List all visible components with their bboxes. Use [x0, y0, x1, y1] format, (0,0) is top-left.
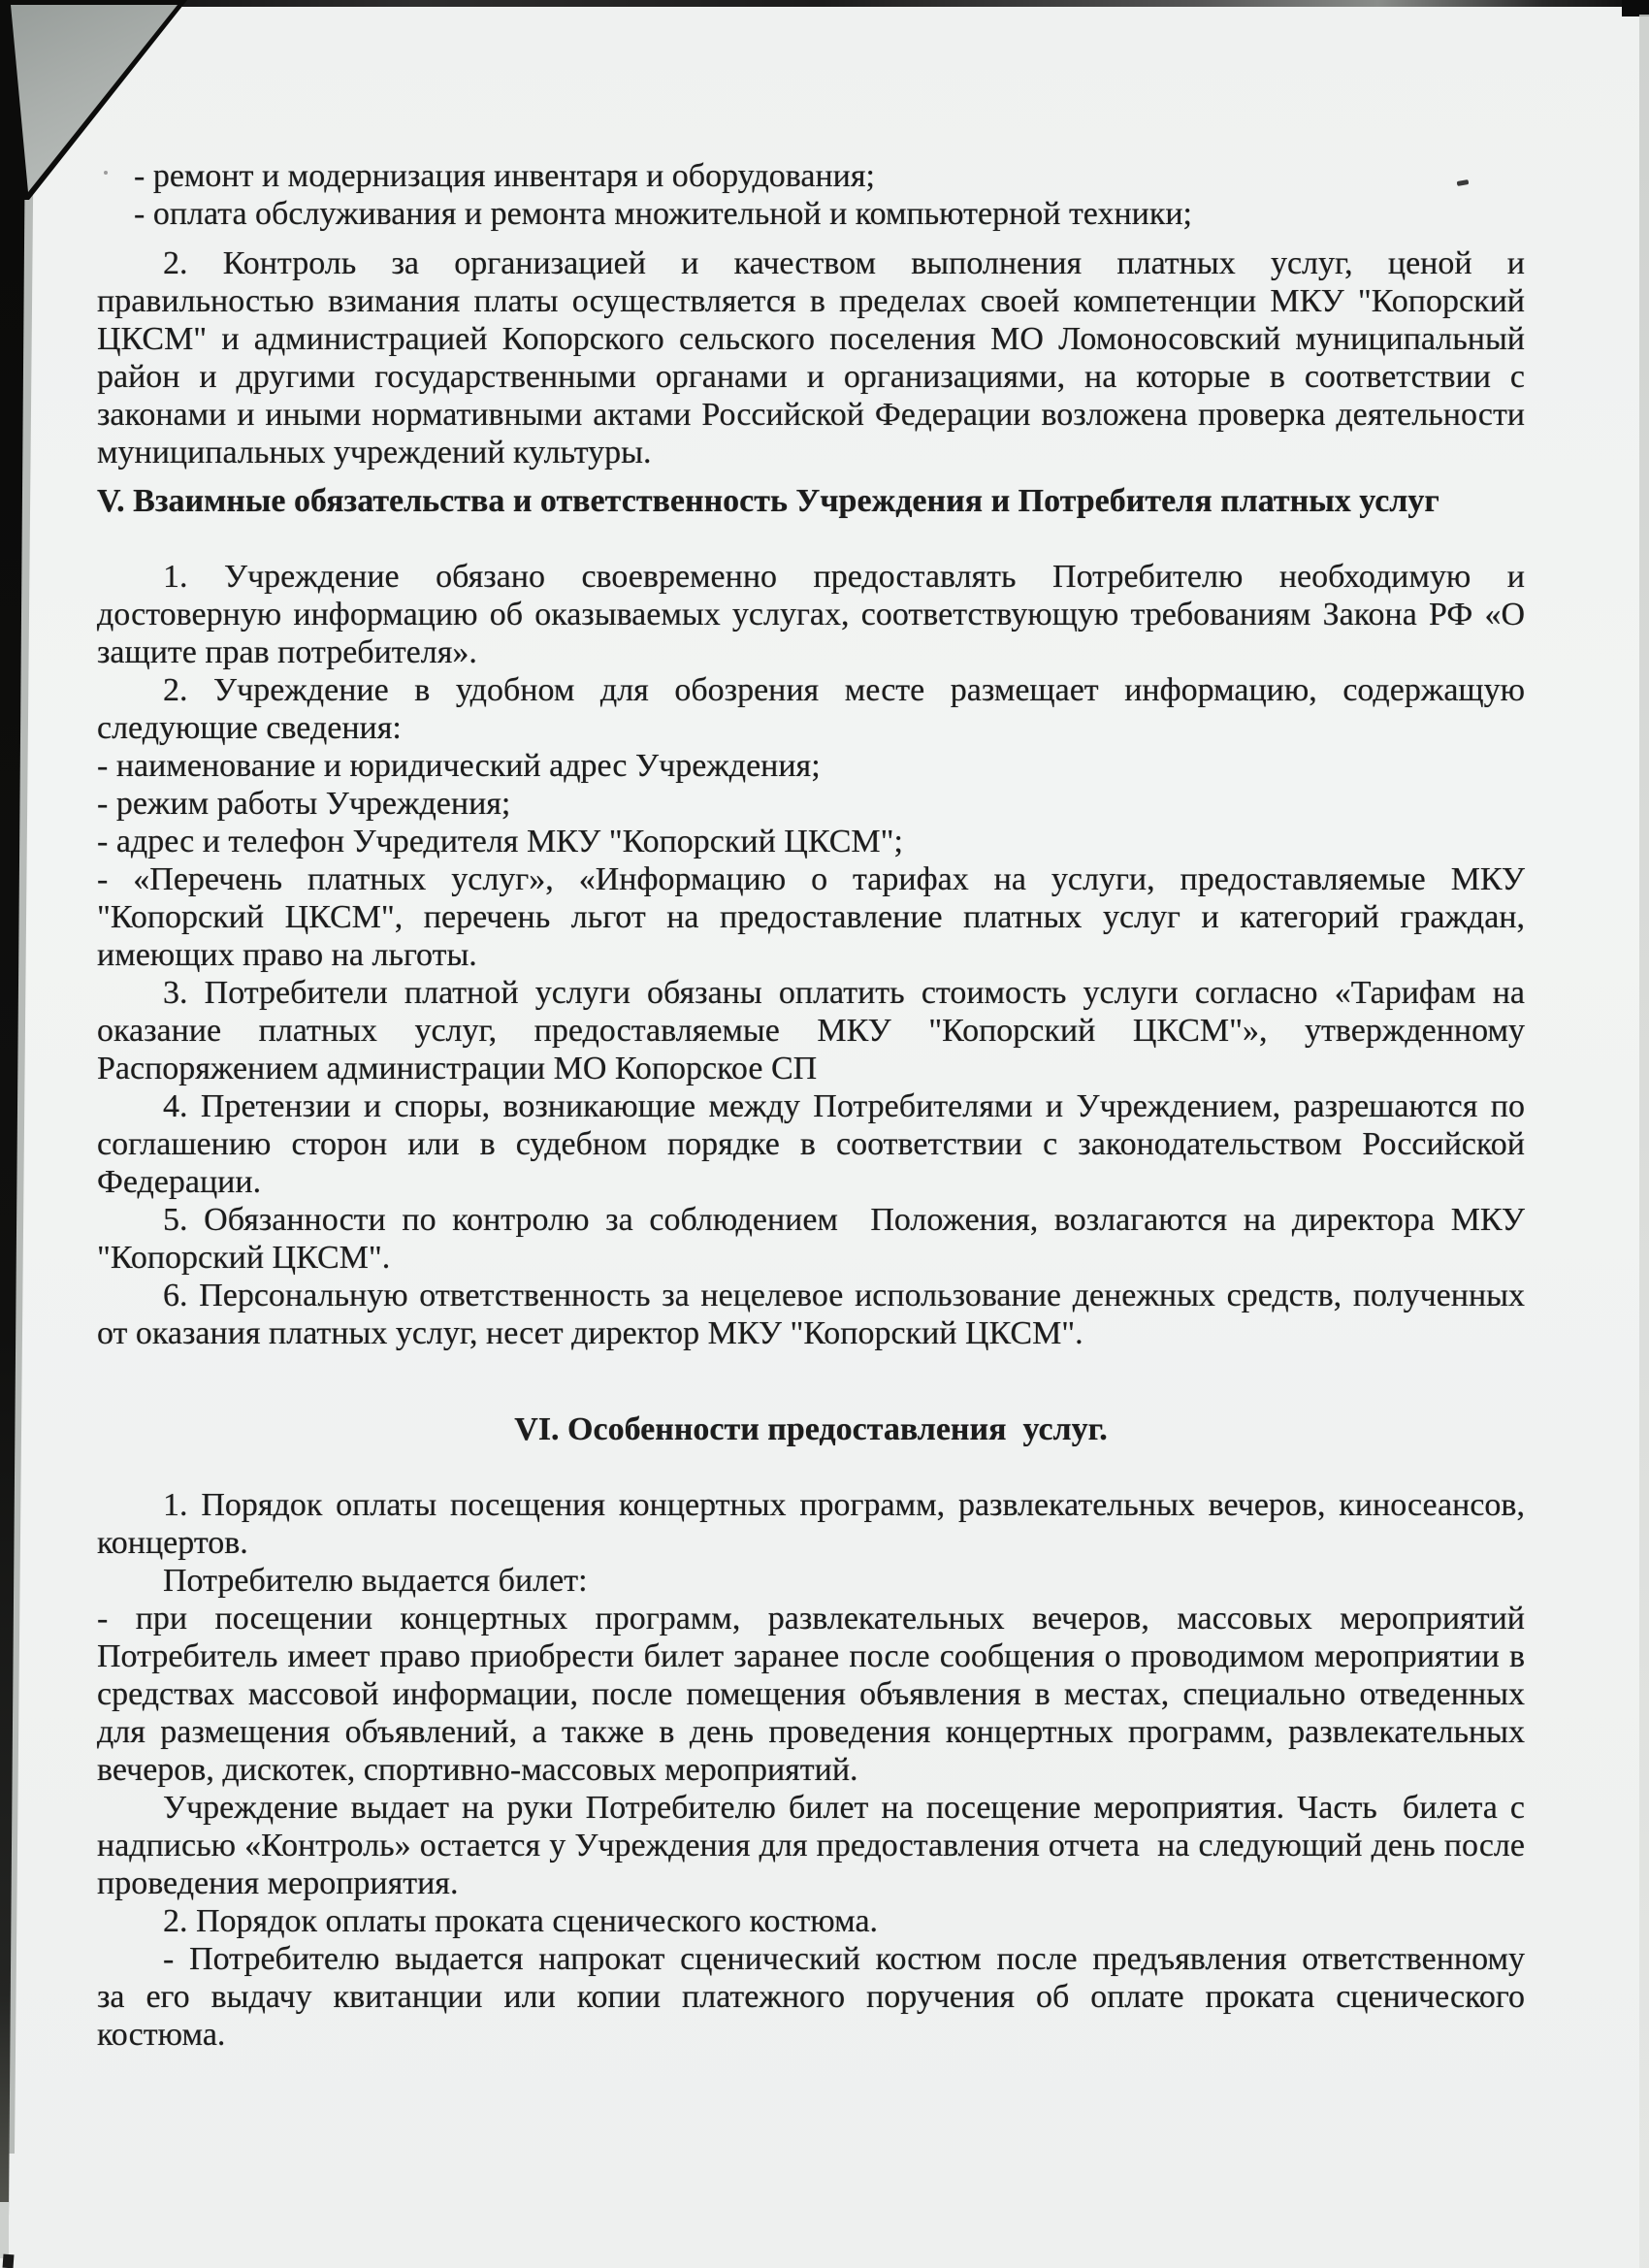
text-line: Потребитель имеет право приобрести билет заранее после сообщения о проводимом мероприятии в [97, 1638, 1525, 1674]
text-line: 4. Претензии и споры, возникающие между Потребителями и Учреждением, разрешаются по [163, 1088, 1525, 1124]
paragraph-vi-ticket [97, 1789, 1525, 1902]
text-line: район и другими государственными органами и организациями, на которые в соответствии с [97, 359, 1525, 395]
section-heading-v-text: V. Взаимные обязательства и ответственность Учреждения и Потребителя платных услуг [97, 483, 1439, 519]
text-line: проведения мероприятия. [97, 1865, 459, 1901]
text-line: законами и иными нормативными актами Российской Федерации возложена проверка деятельности [97, 397, 1525, 433]
text-line: Федерации. [97, 1164, 262, 1200]
text-line: - ремонт и модернизация инвентаря и оборудования; [134, 158, 875, 194]
scan-artifact-right-edge [1639, 15, 1649, 2268]
document-text [97, 157, 1525, 2054]
text-line: - Потребителю выдается напрокат сценический костюм после предъявления ответственному [163, 1941, 1525, 1977]
paragraph-control [97, 244, 1525, 471]
text-line: муниципальных учреждений культуры. [97, 435, 652, 470]
text-line: средствах массовой информации, после помещения объявления в местах, специально отведенных [97, 1676, 1525, 1712]
paragraph-vi-1 [97, 1486, 1525, 1789]
paragraph-v-2 [97, 671, 1525, 974]
section-heading-vi [97, 1410, 1525, 1448]
text-line: "Копорский ЦКСМ", перечень льгот на предоставление платных услуг и категорий граждан, [97, 899, 1525, 935]
text-line: "Копорский ЦКСМ". [97, 1240, 391, 1276]
scan-artifact-bottom-left-mark [3, 2254, 15, 2268]
text-line: - режим работы Учреждения; [97, 786, 511, 822]
section-heading-vi-text: VI. Особенности предоставления услуг. [514, 1411, 1108, 1447]
text-line: оказание платных услуг, предоставляемые МКУ "Копорский ЦКСМ"», утвержденному [97, 1013, 1525, 1049]
text-line: имеющих право на льготы. [97, 937, 477, 973]
text-line: 2. Порядок оплаты проката сценического костюма. [163, 1903, 879, 1939]
text-line: концертов. [97, 1525, 248, 1561]
text-line: для размещения объявлений, а также в день проведения концертных программ, развлекательных [97, 1714, 1525, 1750]
text-line: от оказания платных услуг, несет директор МКУ "Копорский ЦКСМ". [97, 1315, 1083, 1351]
section-heading-v [97, 482, 1525, 520]
text-line: 1. Учреждение обязано своевременно предоставлять Потребителю необходимую и [163, 559, 1525, 595]
paragraph-v-4 [97, 1087, 1525, 1201]
text-line: защите прав потребителя». [97, 634, 477, 670]
text-line: достоверную информацию об оказываемых услугах, соответствующую требованиям Закона РФ «О [97, 597, 1525, 632]
text-line: соглашению сторон или в судебном порядке в соответствии с законодательством Российской [97, 1126, 1525, 1162]
paragraph-v-5 [97, 1201, 1525, 1277]
paragraph-v-6 [97, 1277, 1525, 1352]
text-line: 2. Контроль за организацией и качеством выполнения платных услуг, ценой и [163, 245, 1525, 281]
text-line: за его выдачу квитанции или копии платежного поручения об оплате проката сценического [97, 1979, 1525, 2015]
paragraph-vi-costume [97, 1940, 1525, 2054]
text-line: 3. Потребители платной услуги обязаны оплатить стоимость услуги согласно «Тарифам на [163, 975, 1525, 1011]
text-line: Учреждение выдает на руки Потребителю билет на посещение мероприятия. Часть билета с [163, 1790, 1525, 1826]
text-line: следующие сведения: [97, 710, 402, 746]
text-line: 6. Персональную ответственность за нецелевое использование денежных средств, полученных [163, 1278, 1525, 1313]
text-line: - при посещении концертных программ, развлекательных вечеров, массовых мероприятий [97, 1601, 1525, 1636]
text-line: - наименование и юридический адрес Учреждения; [97, 748, 821, 784]
text-line: 2. Учреждение в удобном для обозрения месте размещает информацию, содержащую [163, 672, 1525, 708]
paragraph-v-1 [97, 558, 1525, 671]
text-line: Распоряжением администрации МО Копорское СП [97, 1051, 818, 1086]
text-line: костюма. [97, 2017, 226, 2053]
scan-artifact-top-edge [146, 0, 1649, 7]
text-line: 1. Порядок оплаты посещения концертных программ, развлекательных вечеров, киносеансов, [163, 1487, 1525, 1523]
text-line: вечеров, дискотек, спортивно-массовых мероприятий. [97, 1752, 858, 1788]
text-line: ЦКСМ" и администрацией Копорского сельского поселения МО Ломоносовский муниципальный [97, 321, 1525, 357]
paragraph-v-3 [97, 974, 1525, 1087]
text-line: 5. Обязанности по контролю за соблюдением Положения, возлагаются на директора МКУ [163, 1202, 1525, 1238]
text-line: - «Перечень платных услуг», «Информацию о тарифах на услуги, предоставляемые МКУ [97, 861, 1525, 897]
text-line: - адрес и телефон Учредителя МКУ "Копорский ЦКСМ"; [97, 824, 903, 859]
text-line: Потребителю выдается билет: [163, 1563, 588, 1599]
expense-list-items [97, 157, 1525, 233]
text-line: надписью «Контроль» остается у Учреждения для предоставления отчета на следующий день после [97, 1828, 1525, 1863]
text-line: правильностью взимания платы осуществляется в пределах своей компетенции МКУ "Копорский [97, 283, 1525, 319]
text-line: - оплата обслуживания и ремонта множительной и компьютерной техники; [134, 196, 1193, 232]
paragraph-vi-2 [97, 1902, 1525, 1940]
scan-artifact-left-edge-fade [0, 2202, 9, 2258]
